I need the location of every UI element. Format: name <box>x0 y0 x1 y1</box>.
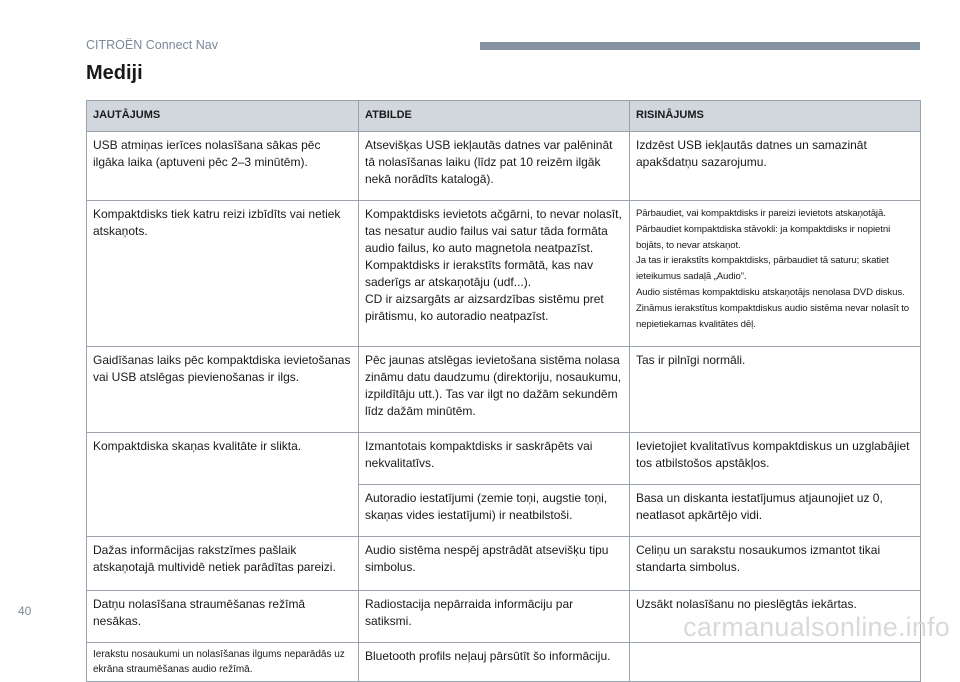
page-heading: Mediji <box>86 62 143 84</box>
question-cell: Gaidīšanas laiks pēc kompaktdiska ievietošanas vai USB atslēgas pievienošanas ir ilgs. <box>87 346 359 432</box>
solution-cell: Uzsākt nolasīšanu no pieslēgtās iekārtas. <box>630 590 921 642</box>
faq-table <box>86 100 921 682</box>
answer-cell: Radiostacija nepārraida informāciju par satiksmi. <box>359 590 630 642</box>
solution-cell: Basa un diskanta iestatījumus atjaunojiet uz 0, neatlasot apkārtējo vidi. <box>630 484 921 536</box>
question-cell: Ierakstu nosaukumi un nolasīšanas ilgums neparādās uz ekrāna straumēšanas audio režīmā. <box>87 643 359 682</box>
column-header-solution: RISINĀJUMS <box>630 101 921 132</box>
watermark: carmanualsonline.info <box>683 612 950 642</box>
table-row <box>87 432 921 484</box>
column-header-question: JAUTĀJUMS <box>87 101 359 132</box>
page-number: 40 <box>18 604 32 618</box>
header-title: CITROËN Connect Nav <box>86 38 218 52</box>
question-cell: Kompaktdiska skaņas kvalitāte ir slikta. <box>87 432 359 536</box>
table-header-row <box>87 101 921 132</box>
answer-cell: Pēc jaunas atslēgas ievietošana sistēma nolasa zināmu datu daudzumu (direktoriju, nosaukumu, izpildītāju utt.). Tas var ilgt no dažām sekundēm līdz dažām minūtēm. <box>359 346 630 432</box>
table-row <box>87 131 921 200</box>
header-bar <box>480 42 920 50</box>
answer-cell: Kompaktdisks ievietots ačgārni, to nevar nolasīt, tas nesatur audio failus vai satur tāda formāta audio failus, ko auto magnetola neatpazīst. Kompaktdisks ir ierakstīts formātā, kas nav saderīgs ar atskaņotāju (udf...). CD ir aizsargāts ar aizsardzības sistēmu pret pirātismu, ko autoradio neatpazīst. <box>359 200 630 346</box>
answer-cell: Izmantotais kompaktdisks ir saskrāpēts vai nekvalitatīvs. <box>359 432 630 484</box>
answer-cell: Audio sistēma nespēj apstrādāt atsevišķu tipu simbolus. <box>359 536 630 590</box>
table-row <box>87 536 921 590</box>
solution-cell: Celiņu un sarakstu nosaukumos izmantot tikai standarta simbolus. <box>630 536 921 590</box>
column-header-answer: ATBILDE <box>359 101 630 132</box>
answer-cell: Bluetooth profils neļauj pārsūtīt šo informāciju. <box>359 643 630 682</box>
question-cell: Kompaktdisks tiek katru reizi izbīdīts vai netiek atskaņots. <box>87 200 359 346</box>
answer-cell: Atsevišķas USB iekļautās datnes var palēnināt tā nolasīšanas laiku (līdz pat 10 reizēm ilgāk nekā norādīts katalogā). <box>359 131 630 200</box>
solution-cell: Izdzēst USB iekļautās datnes un samazināt apakšdatņu sazarojumu. <box>630 131 921 200</box>
solution-cell: Tas ir pilnīgi normāli. <box>630 346 921 432</box>
answer-cell: Autoradio iestatījumi (zemie toņi, augstie toņi, skaņas vides iestatījumi) ir neatbilstoši. <box>359 484 630 536</box>
solution-cell: Pārbaudiet, vai kompaktdisks ir pareizi ievietots atskaņotājā. Pārbaudiet kompaktdiska stāvokli: ja kompaktdisks ir nopietni bojāts, to nevar atskaņot. Ja tas ir ierakstīts kompaktdisks, pārbaudiet tā saturu; skatiet ieteikumus sadaļā „Audio”. Audio sistēmas kompaktdisku atskaņotājs nenolasa DVD diskus. Zināmus ierakstītus kompaktdiskus audio sistēma nevar nolasīt to nepietiekamas kvalitātes dēļ. <box>630 200 921 346</box>
table-row <box>87 200 921 346</box>
question-cell: USB atmiņas ierīces nolasīšana sākas pēc ilgāka laika (aptuveni pēc 2–3 minūtēm). <box>87 131 359 200</box>
question-cell: Dažas informācijas rakstzīmes pašlaik atskaņotajā multividē netiek parādītas pareizi. <box>87 536 359 590</box>
solution-cell <box>630 643 921 682</box>
table-row <box>87 346 921 432</box>
table-row <box>87 643 921 682</box>
solution-cell: Ievietojiet kvalitatīvus kompaktdiskus un uzglabājiet tos atbilstošos apstākļos. <box>630 432 921 484</box>
question-cell: Datņu nolasīšana straumēšanas režīmā nesākas. <box>87 590 359 642</box>
